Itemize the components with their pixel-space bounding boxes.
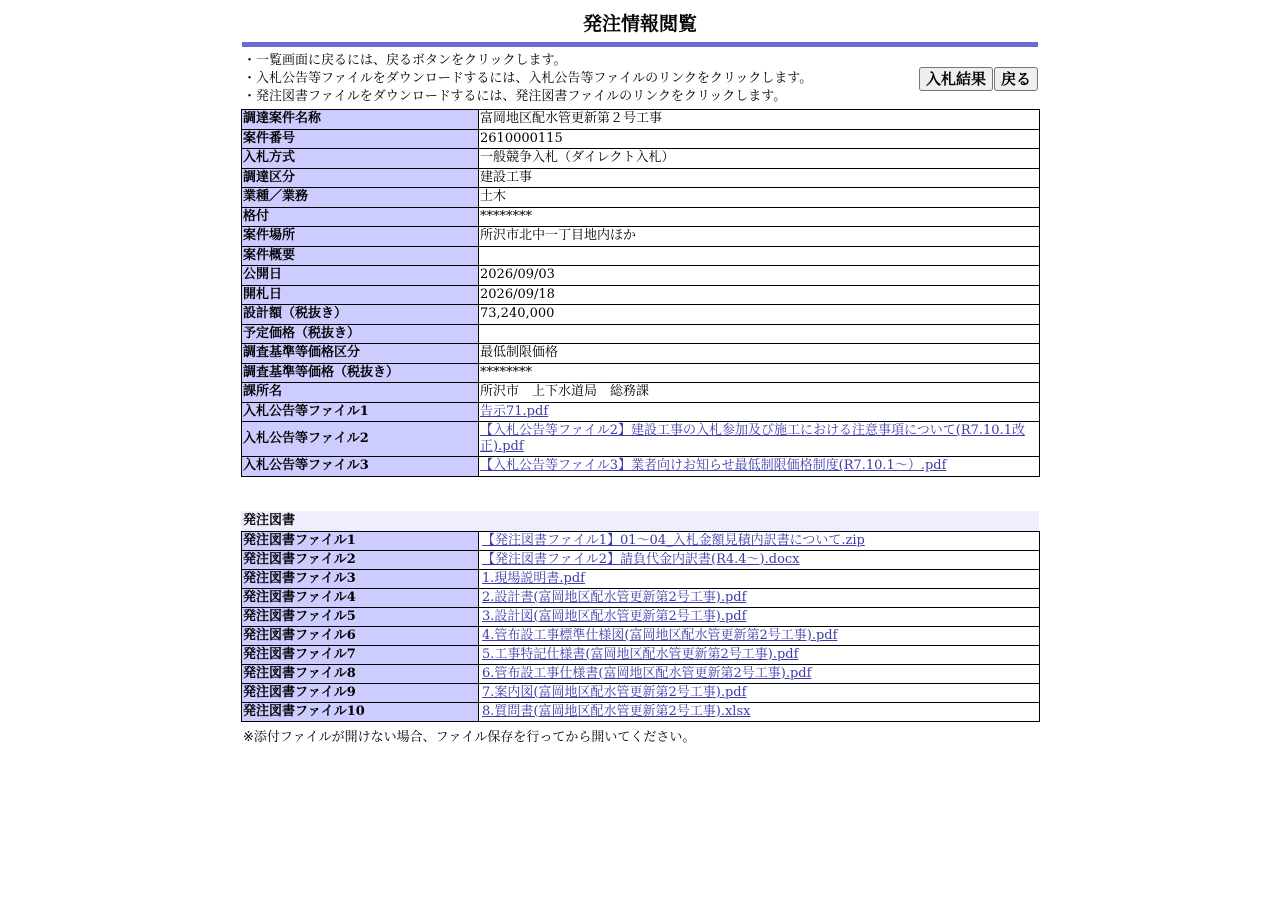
document-label: 発注図書ファイル4: [242, 588, 479, 607]
notice-file-link[interactable]: 【入札公告等ファイル2】建設工事の入札参加及び施工における注意事項について(R7.10.1改正).pdf: [480, 423, 1025, 454]
detail-row: [242, 344, 1040, 364]
document-row: [242, 626, 1040, 645]
detail-value-cell: 土木: [479, 188, 1040, 208]
detail-label: 公開日: [242, 266, 479, 286]
footer-note: ※添付ファイルが開けない場合、ファイル保存を行ってから開いてください。: [243, 729, 696, 745]
detail-row: [242, 188, 1040, 208]
detail-row: [242, 227, 1040, 247]
detail-row: [242, 285, 1040, 305]
detail-value-cell: 建設工事: [479, 168, 1040, 188]
detail-row: [242, 110, 1040, 130]
detail-label: 案件概要: [242, 246, 479, 266]
detail-row: [242, 129, 1040, 149]
documents-table: [241, 531, 1040, 722]
detail-row: [242, 422, 1040, 457]
detail-value-cell: 73,240,000: [479, 305, 1040, 325]
document-value-cell: [479, 607, 1040, 626]
detail-value-cell: [479, 457, 1040, 477]
detail-value-cell: 2026/09/03: [479, 266, 1040, 286]
detail-label: 格付: [242, 207, 479, 227]
documents-section-title: 発注図書: [241, 511, 1039, 531]
document-label: 発注図書ファイル5: [242, 607, 479, 626]
document-file-link[interactable]: 7.案内図(富岡地区配水管更新第2号工事).pdf: [482, 684, 747, 700]
instructions-block: [241, 47, 1039, 109]
detail-row: [242, 305, 1040, 325]
detail-label: 業種／業務: [242, 188, 479, 208]
detail-row: [242, 457, 1040, 477]
document-label: 発注図書ファイル10: [242, 702, 479, 721]
detail-value-cell: 一般競争入札（ダイレクト入札）: [479, 149, 1040, 169]
detail-row: [242, 266, 1040, 286]
detail-value-cell: 2026/09/18: [479, 285, 1040, 305]
detail-label: 入札公告等ファイル3: [242, 457, 479, 477]
document-label: 発注図書ファイル8: [242, 664, 479, 683]
detail-value-cell: [479, 246, 1040, 266]
document-row: [242, 607, 1040, 626]
detail-label: 案件番号: [242, 129, 479, 149]
detail-value-cell: [479, 402, 1040, 422]
detail-label: 入札公告等ファイル2: [242, 422, 479, 457]
tender-details-table: [241, 109, 1040, 477]
detail-label: 予定価格（税抜き）: [242, 324, 479, 344]
detail-label: 課所名: [242, 383, 479, 403]
document-row: [242, 645, 1040, 664]
detail-label: 入札方式: [242, 149, 479, 169]
instruction-item: ・一覧画面に戻るには、戻るボタンをクリックします。: [243, 53, 567, 68]
detail-value-cell: 所沢市北中一丁目地内ほか: [479, 227, 1040, 247]
page-container: [241, 0, 1039, 745]
document-label: 発注図書ファイル2: [242, 550, 479, 569]
document-file-link[interactable]: 【発注図書ファイル1】01～04_入札金額見積内訳書について.zip: [482, 532, 865, 548]
document-value-cell: [479, 569, 1040, 588]
document-label: 発注図書ファイル9: [242, 683, 479, 702]
document-row: [242, 588, 1040, 607]
document-file-link[interactable]: 3.設計図(富岡地区配水管更新第2号工事).pdf: [482, 608, 747, 624]
document-file-link[interactable]: 【発注図書ファイル2】請負代金内訳書(R4.4～).docx: [482, 551, 800, 567]
document-file-link[interactable]: 5.工事特記仕様書(富岡地区配水管更新第2号工事).pdf: [482, 646, 799, 662]
document-value-cell: [479, 626, 1040, 645]
detail-label: 調達案件名称: [242, 110, 479, 130]
document-value-cell: [479, 702, 1040, 721]
document-row: [242, 683, 1040, 702]
detail-label: 調達区分: [242, 168, 479, 188]
detail-label: 入札公告等ファイル1: [242, 402, 479, 422]
detail-value-cell: 所沢市 上下水道局 総務課: [479, 383, 1040, 403]
detail-row: [242, 402, 1040, 422]
detail-label: 開札日: [242, 285, 479, 305]
action-buttons: [918, 67, 1038, 91]
document-value-cell: [479, 588, 1040, 607]
detail-value-cell: 最低制限価格: [479, 344, 1040, 364]
detail-value-cell: ********: [479, 363, 1040, 383]
detail-value-cell: [479, 324, 1040, 344]
detail-row: [242, 149, 1040, 169]
back-button[interactable]: 戻る: [994, 67, 1038, 91]
detail-row: [242, 168, 1040, 188]
document-label: 発注図書ファイル1: [242, 531, 479, 550]
instruction-item: ・発注図書ファイルをダウンロードするには、発注図書ファイルのリンクをクリックします。: [243, 89, 787, 104]
detail-row: [242, 246, 1040, 266]
document-file-link[interactable]: 2.設計書(富岡地区配水管更新第2号工事).pdf: [482, 589, 747, 605]
detail-row: [242, 207, 1040, 227]
document-file-link[interactable]: 6.管布設工事仕様書(富岡地区配水管更新第2号工事).pdf: [482, 665, 812, 681]
page-title: 発注情報閲覧: [582, 13, 697, 35]
document-value-cell: [479, 683, 1040, 702]
detail-label: 設計額（税抜き）: [242, 305, 479, 325]
document-label: 発注図書ファイル3: [242, 569, 479, 588]
document-value-cell: [479, 550, 1040, 569]
document-file-link[interactable]: 4.管布設工事標準仕様図(富岡地区配水管更新第2号工事).pdf: [482, 627, 838, 643]
document-label: 発注図書ファイル6: [242, 626, 479, 645]
document-label: 発注図書ファイル7: [242, 645, 479, 664]
document-row: [242, 702, 1040, 721]
document-row: [242, 569, 1040, 588]
detail-row: [242, 324, 1040, 344]
detail-row: [242, 383, 1040, 403]
detail-value-cell: [479, 422, 1040, 457]
notice-file-link[interactable]: 告示71.pdf: [480, 403, 549, 419]
detail-label: 案件場所: [242, 227, 479, 247]
detail-value-cell: 富岡地区配水管更新第２号工事: [479, 110, 1040, 130]
detail-row: [242, 363, 1040, 383]
bid-result-button[interactable]: 入札結果: [919, 67, 993, 91]
document-value-cell: [479, 664, 1040, 683]
detail-label: 調査基準等価格（税抜き）: [242, 363, 479, 383]
document-row: [242, 531, 1040, 550]
document-file-link[interactable]: 8.質問書(富岡地区配水管更新第2号工事).xlsx: [482, 703, 751, 719]
document-file-link[interactable]: 1.現場説明書.pdf: [482, 570, 585, 586]
document-row: [242, 550, 1040, 569]
detail-value-cell: ********: [479, 207, 1040, 227]
detail-value-cell: 2610000115: [479, 129, 1040, 149]
document-row: [242, 664, 1040, 683]
notice-file-link[interactable]: 【入札公告等ファイル3】業者向けお知らせ最低制限価格制度(R7.10.1～）.pdf: [480, 458, 947, 474]
document-value-cell: [479, 531, 1040, 550]
document-value-cell: [479, 645, 1040, 664]
instruction-item: ・入札公告等ファイルをダウンロードするには、入札公告等ファイルのリンクをクリックします。: [243, 71, 813, 86]
detail-label: 調査基準等価格区分: [242, 344, 479, 364]
